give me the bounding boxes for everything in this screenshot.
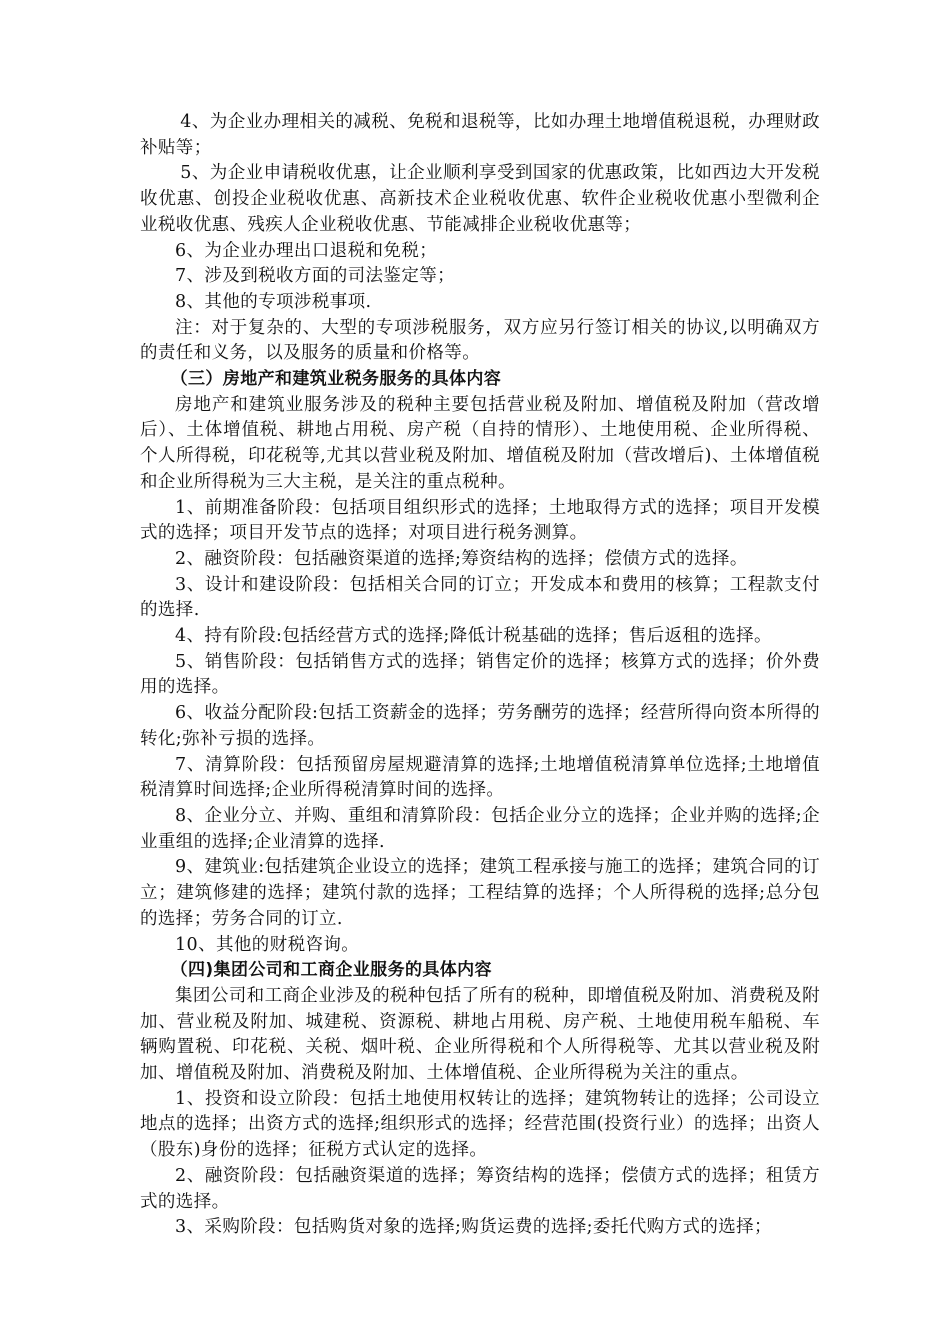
- section-3-item: 6、收益分配阶段:包括工资薪金的选择；劳务酬劳的选择；经营所得向资本所得的转化;弥补亏损的选择。: [140, 703, 820, 749]
- paragraph-item-8: 8、其他的专项涉税事项.: [175, 291, 372, 312]
- document-page: [140, 110, 820, 1241]
- section-4-item: 2、融资阶段：包括融资渠道的选择；筹资结构的选择；偿债方式的选择；租赁方式的选择。: [140, 1165, 820, 1212]
- section-3-item: 7、清算阶段：包括预留房屋规避清算的选择;土地增值税清算单位选择;土地增值税清算时间选择;企业所得税清算时间的选择。: [140, 754, 820, 801]
- paragraph-item-7: 7、涉及到税收方面的司法鉴定等；: [175, 266, 456, 287]
- section-4-item: 3、采购阶段：包括购货对象的选择;购货运费的选择;委托代购方式的选择；: [175, 1217, 772, 1238]
- section-3-intro: 房地产和建筑业服务涉及的税种主要包括营业税及附加、增值税及附加（营改增后）、土体增值税、耕地占用税、房产税（自持的情形）、土地使用税、企业所得税、个人所得税，印花税等,尤其以营业税及附加、增值税及附加（营改增后)、土体增值税和企业所得税为三大主税，是关注的重点税种。: [140, 394, 820, 492]
- section-3-item: 5、销售阶段：包括销售方式的选择；销售定价的选择；核算方式的选择；价外费用的选择。: [140, 651, 820, 698]
- section-3-heading: （三）房地产和建筑业税务服务的具体内容: [170, 369, 502, 390]
- section-3-item: 8、企业分立、并购、重组和清算阶段：包括企业分立的选择；企业并购的选择;企业重组的选择;企业清算的选择.: [140, 805, 820, 852]
- section-3-item: 10、其他的财税咨询。: [175, 934, 360, 955]
- section-4-item: 1、投资和设立阶段：包括土地使用权转让的选择；建筑物转让的选择；公司设立地点的选择；出资方式的选择;组织形式的选择；经营范围(投资行业）的选择；出资人（股东)身份的选择；征税方式认定的选择。: [140, 1088, 820, 1161]
- paragraph-item-5: 5、为企业申请税收优惠，让企业顺利享受到国家的优惠政策，比如西边大开发税收优惠、创投企业税收优惠、高新技术企业税收优惠、软件企业税收优惠小型微利企业税收优惠、残疾人企业税收优惠、节能减排企业税收优惠等；: [140, 163, 820, 235]
- section-3-item: 3、设计和建设阶段：包括相关合同的订立；开发成本和费用的核算；工程款支付的选择.: [140, 574, 820, 621]
- section-4-heading: （四)集团公司和工商企业服务的具体内容: [170, 960, 492, 981]
- paragraph-item-6: 6、为企业办理出口退税和免税；: [175, 240, 438, 261]
- section-4-intro: 集团公司和工商企业涉及的税种包括了所有的税种，即增值税及附加、消费税及附加、营业税及附加、城建税、资源税、耕地占用税、房产税、土地使用税车船税、车辆购置税、印花税、关税、烟叶税、企业所得税和个人所得税等、尤其以营业税及附加、增值税及附加、消费税及附加、土体增值税、企业所得税为关注的重点。: [140, 985, 820, 1084]
- section-3-item: 1、前期准备阶段：包括项目组织形式的选择；土地取得方式的选择；项目开发模式的选择；项目开发节点的选择；对项目进行税务测算。: [140, 497, 820, 544]
- paragraph-item-4: 4、为企业办理相关的减税、免税和退税等，比如办理土地增值税退税，办理财政补贴等；: [140, 112, 820, 158]
- section-3-item: 2、融资阶段：包括融资渠道的选择;筹资结构的选择；偿债方式的选择。: [175, 548, 748, 569]
- section-3-item: 4、持有阶段:包括经营方式的选择;降低计税基础的选择；售后返租的选择。: [175, 626, 772, 647]
- paragraph-note: 注：对于复杂的、大型的专项涉税服务，双方应另行签订相关的协议,以明确双方的责任和义务，以及服务的质量和价格等。: [140, 317, 820, 364]
- section-3-item: 9、建筑业:包括建筑企业设立的选择；建筑工程承接与施工的选择；建筑合同的订立；建筑修建的选择；建筑付款的选择；工程结算的选择；个人所得税的选择;总分包的选择；劳务合同的订立.: [140, 857, 820, 929]
